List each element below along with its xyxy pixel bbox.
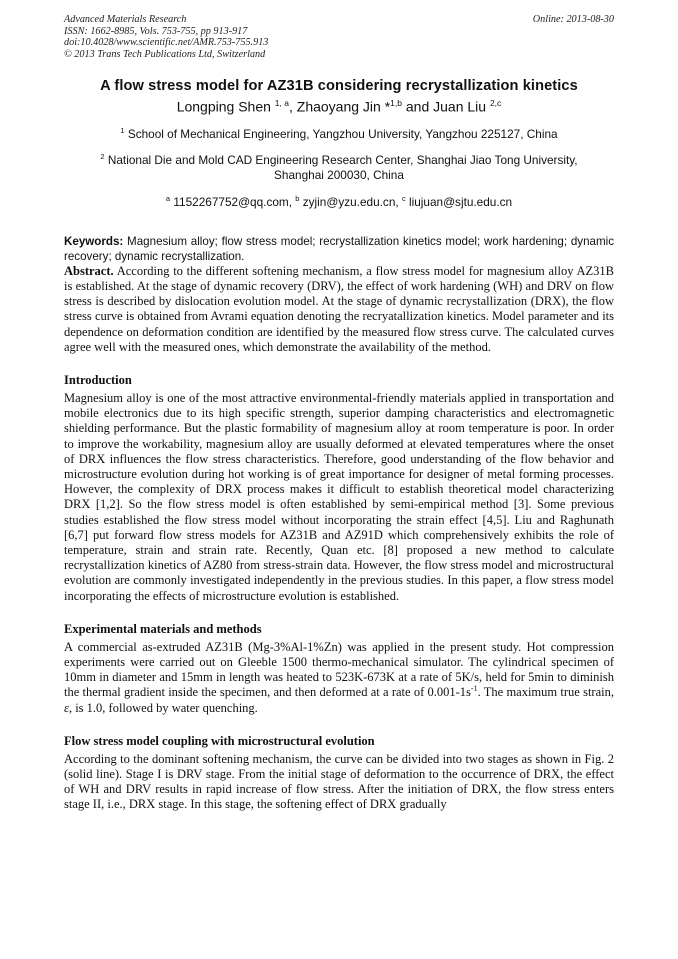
author-name: Longping Shen [176,99,275,116]
affiliation-text: School of Mechanical Engineering, Yangzhou University, Yangzhou 225127, China [124,126,558,141]
paragraph-text: . The maximum true strain, [477,685,614,700]
email-mark: c [401,193,406,203]
affiliation-mark: 1 [120,126,125,136]
introduction-paragraph: Magnesium alloy is one of the most attractive environmental-friendly materials applied in transportation and mobile electronics due to its high specific strength, superior damping characteristics and electromagnetic shielding performance. But the plastic formability of magnesium alloy at room temperature is poor. In order to improve the workability, magnesium alloy are usually deformed at elevated temperatures where the onset of DRX influences the flow stress characteristics. Therefore, good understanding of the flow behavior and microstructure evolution during hot working is of great importance for designer of metal forming processes. However, the complexity of DRX process makes it difficult to establish theoretical model characterizing DRX [1,2]. So the flow stress model is often established by semi-empirical method [3]. Some previous studies established the flow stress model without incorporating the strain effect [4,5]. Liu and Raghunath [6,7] put forward flow stress models for AZ31B and AZ91D which comprehensively exhibits the role of temperature, strain and strain rate. Recently, Quan etc. [8] proposed a new method to calculate recrystallization kinetics of AZ80 from stress-strain data. However, the flow stress model and microstructural evolution are commonly investigated independently in the previous studies. In this paper, a flow stress model incorporating the effects of microstructure evolution is established. [64,391,614,603]
keywords-label: Keywords: [64,234,124,248]
paragraph-text: A commercial as-extruded AZ31B (Mg-3%Al-1%Zn) was applied in the present study. Hot compression experiments were carried out on Gleeble 1500 thermo-mechanical simulator. The cylindrical specimen of 10mm in diameter and 15mm in length was heated to 523K-673K at a rate of 5K/s, held for 5min to diminish the thermal gradient inside the specimen, and then deformed at a rate of 0.001-1s [64,639,614,700]
email-address: liujuan@sjtu.edu.cn [405,194,513,209]
author-affiliation-mark: 1,b [390,98,402,109]
journal-copyright: © 2013 Trans Tech Publications Ltd, Switzerland [64,48,266,60]
author-list [64,98,614,115]
author-affiliation-mark: 2,c [489,98,502,109]
author-emails [64,191,614,210]
strain-symbol: ε [64,700,69,715]
abstract-label: Abstract. [64,263,114,278]
section-heading-experimental: Experimental materials and methods [64,621,262,636]
abstract [64,264,614,355]
journal-doi: doi:10.4028/www.scientific.net/AMR.753-755.913 [64,37,269,49]
affiliation-text: National Die and Mold CAD Engineering Research Center, Shanghai Jiao Tong University, [104,152,578,167]
affiliation-text: Shanghai 200030, China [274,167,404,182]
affiliation-mark: 2 [100,151,105,161]
affiliation-1 [64,123,614,142]
section-heading-introduction: Introduction [64,373,132,388]
flow-stress-paragraph: According to the dominant softening mechanism, the curve can be divided into two stages as shown in Fig. 2 (solid line). Stage I is DRV stage. From the initial stage of deformation to the occurrence of DRX, the effect of WH and DRV results in rapid increase of flow stress. After the initiation of DRX, the flow stress enters stage II, i.e., DRX stage. In this stage, the softening effect of DRX gradually [64,751,614,812]
author-name: , Zhaoyang Jin * [288,99,391,116]
email-mark: b [295,193,300,203]
superscript: -1 [470,684,478,694]
email-address: 1152267752@qq.com, [170,194,296,209]
online-date: Online: 2013-08-30 [532,14,614,25]
journal-issn: ISSN: 1662-8985, Vols. 753-755, pp 913-917 [64,25,248,37]
journal-header [64,14,614,60]
paper-title: A flow stress model for AZ31B considering recrystallization kinetics [100,78,578,95]
email-mark: a [165,193,171,203]
abstract-text: According to the different softening mechanism, a flow stress model for magnesium alloy AZ31B is established. At the stage of dynamic recovery (DRV), the effect of work hardening (WH) and DRV on flow stress is described by dislocation evolution model. At the stage of dynamic recrystallization (DRX), the flow stress curve is obtained from Avrami equation denoting the recryatallization kinetics. Model parameter and its dependence on deformation condition are identified by the measured flow stress curve. The calculated curves agree well with the measured ones, which demonstrate the availability of the method. [64,263,614,354]
keywords [64,234,614,264]
email-address: zyjin@yzu.edu.cn, [299,194,402,209]
paragraph-text: , is 1.0, followed by water quenching. [68,700,258,715]
journal-name: Advanced Materials Research [64,14,187,25]
keywords-text: Magnesium alloy; flow stress model; recrystallization kinetics model; work hardening; dynamic recovery; dynamic recrystallization. [64,234,614,263]
experimental-paragraph [64,640,614,716]
author-name: and Juan Liu [401,99,490,116]
section-heading-flow-stress-model: Flow stress model coupling with microstructural evolution [64,733,375,748]
affiliation-2 [64,149,614,183]
author-affiliation-mark: 1, a [274,98,289,109]
